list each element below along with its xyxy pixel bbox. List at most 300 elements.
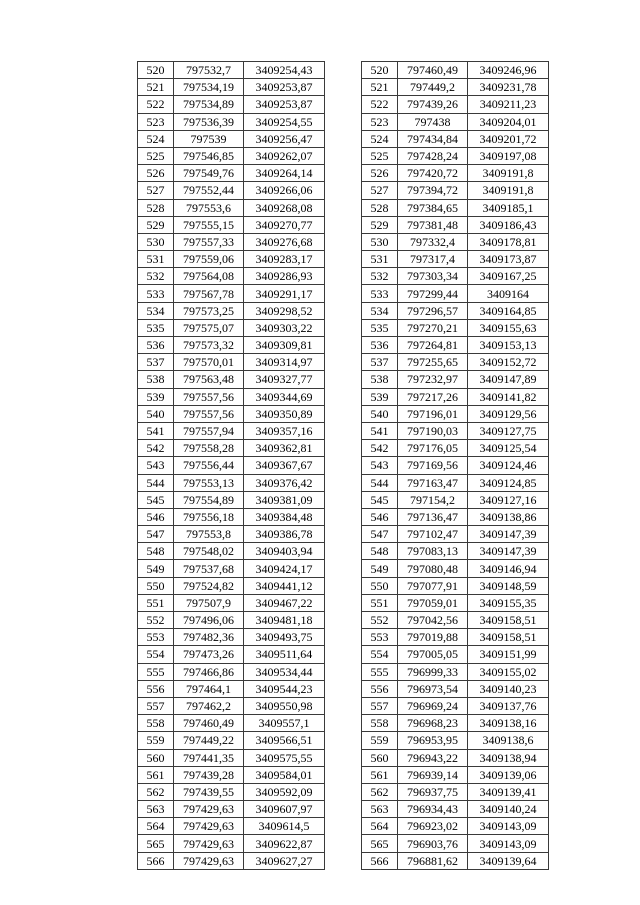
point-number-cell: 548 <box>138 543 174 560</box>
x-coordinate-cell: 797434,84 <box>398 130 468 147</box>
x-coordinate-cell: 797573,32 <box>174 337 244 354</box>
table-row <box>362 251 549 268</box>
point-number-cell: 537 <box>138 354 174 371</box>
table-row <box>362 560 549 577</box>
x-coordinate-cell: 797460,49 <box>174 715 244 732</box>
x-coordinate-cell: 797232,97 <box>398 371 468 388</box>
table-row <box>138 285 325 302</box>
point-number-cell: 564 <box>138 818 174 835</box>
x-coordinate-cell: 797553,8 <box>174 526 244 543</box>
point-number-cell: 551 <box>362 594 398 611</box>
table-row <box>362 577 549 594</box>
table-row <box>362 646 549 663</box>
point-number-cell: 560 <box>138 749 174 766</box>
y-coordinate-cell: 3409557,1 <box>244 715 325 732</box>
y-coordinate-cell: 3409276,68 <box>244 233 325 250</box>
y-coordinate-cell: 3409141,82 <box>468 388 549 405</box>
x-coordinate-cell: 797554,89 <box>174 491 244 508</box>
table-row <box>138 388 325 405</box>
x-coordinate-cell: 797102,47 <box>398 526 468 543</box>
point-number-cell: 563 <box>362 801 398 818</box>
point-number-cell: 565 <box>362 835 398 852</box>
y-coordinate-cell: 3409138,94 <box>468 749 549 766</box>
x-coordinate-cell: 797080,48 <box>398 560 468 577</box>
x-coordinate-cell: 797059,01 <box>398 594 468 611</box>
x-coordinate-cell: 797466,86 <box>174 663 244 680</box>
table-row <box>138 96 325 113</box>
x-coordinate-cell: 797441,35 <box>174 749 244 766</box>
point-number-cell: 535 <box>138 319 174 336</box>
table-row <box>362 371 549 388</box>
y-coordinate-cell: 3409140,23 <box>468 680 549 697</box>
y-coordinate-cell: 3409186,43 <box>468 216 549 233</box>
table-row <box>138 165 325 182</box>
y-coordinate-cell: 3409592,09 <box>244 783 325 800</box>
x-coordinate-cell: 797464,1 <box>174 680 244 697</box>
x-coordinate-cell: 797420,72 <box>398 165 468 182</box>
x-coordinate-cell: 797558,28 <box>174 440 244 457</box>
table-row <box>138 715 325 732</box>
point-number-cell: 565 <box>138 835 174 852</box>
x-coordinate-cell: 797429,63 <box>174 835 244 852</box>
x-coordinate-cell: 797532,7 <box>174 62 244 79</box>
point-number-cell: 562 <box>362 783 398 800</box>
y-coordinate-cell: 3409164,85 <box>468 302 549 319</box>
table-row <box>138 732 325 749</box>
y-coordinate-cell: 3409147,39 <box>468 543 549 560</box>
x-coordinate-cell: 797524,82 <box>174 577 244 594</box>
x-coordinate-cell: 797163,47 <box>398 474 468 491</box>
point-number-cell: 561 <box>362 766 398 783</box>
x-coordinate-cell: 797553,6 <box>174 199 244 216</box>
table-row <box>362 405 549 422</box>
y-coordinate-cell: 3409167,25 <box>468 268 549 285</box>
table-row <box>362 388 549 405</box>
point-number-cell: 547 <box>138 526 174 543</box>
x-coordinate-cell: 796969,24 <box>398 697 468 714</box>
point-number-cell: 521 <box>138 79 174 96</box>
x-coordinate-cell: 797217,26 <box>398 388 468 405</box>
x-coordinate-cell: 797507,9 <box>174 594 244 611</box>
y-coordinate-cell: 3409127,16 <box>468 491 549 508</box>
x-coordinate-cell: 797548,02 <box>174 543 244 560</box>
y-coordinate-cell: 3409270,77 <box>244 216 325 233</box>
table-row <box>362 491 549 508</box>
point-number-cell: 532 <box>362 268 398 285</box>
table-row <box>138 337 325 354</box>
point-number-cell: 547 <box>362 526 398 543</box>
table-row <box>138 216 325 233</box>
point-number-cell: 531 <box>362 251 398 268</box>
point-number-cell: 539 <box>362 388 398 405</box>
point-number-cell: 551 <box>138 594 174 611</box>
table-row <box>362 801 549 818</box>
y-coordinate-cell: 3409254,55 <box>244 113 325 130</box>
x-coordinate-cell: 797317,4 <box>398 251 468 268</box>
x-coordinate-cell: 797557,33 <box>174 233 244 250</box>
table-row <box>138 852 325 869</box>
point-number-cell: 558 <box>138 715 174 732</box>
coordinate-table-left <box>137 61 325 870</box>
point-number-cell: 546 <box>138 508 174 525</box>
x-coordinate-cell: 797299,44 <box>398 285 468 302</box>
y-coordinate-cell: 3409534,44 <box>244 663 325 680</box>
point-number-cell: 564 <box>362 818 398 835</box>
point-number-cell: 527 <box>362 182 398 199</box>
table-row <box>138 354 325 371</box>
x-coordinate-cell: 797546,85 <box>174 147 244 164</box>
x-coordinate-cell: 797557,94 <box>174 422 244 439</box>
table-row <box>362 697 549 714</box>
x-coordinate-cell: 797019,88 <box>398 629 468 646</box>
y-coordinate-cell: 3409327,77 <box>244 371 325 388</box>
point-number-cell: 557 <box>362 697 398 714</box>
y-coordinate-cell: 3409246,96 <box>468 62 549 79</box>
table-row <box>362 147 549 164</box>
table-row <box>138 766 325 783</box>
coordinate-table-right <box>361 61 549 870</box>
y-coordinate-cell: 3409158,51 <box>468 612 549 629</box>
point-number-cell: 556 <box>138 680 174 697</box>
y-coordinate-cell: 3409266,06 <box>244 182 325 199</box>
point-number-cell: 546 <box>362 508 398 525</box>
y-coordinate-cell: 3409143,09 <box>468 835 549 852</box>
point-number-cell: 536 <box>138 337 174 354</box>
table-row <box>138 783 325 800</box>
x-coordinate-cell: 797169,56 <box>398 457 468 474</box>
point-number-cell: 538 <box>138 371 174 388</box>
y-coordinate-cell: 3409204,01 <box>468 113 549 130</box>
y-coordinate-cell: 3409384,48 <box>244 508 325 525</box>
y-coordinate-cell: 3409138,6 <box>468 732 549 749</box>
x-coordinate-cell: 797534,89 <box>174 96 244 113</box>
y-coordinate-cell: 3409146,94 <box>468 560 549 577</box>
table-row <box>362 319 549 336</box>
table-row <box>138 663 325 680</box>
table-row <box>138 268 325 285</box>
table-row <box>138 319 325 336</box>
y-coordinate-cell: 3409303,22 <box>244 319 325 336</box>
table-row <box>138 835 325 852</box>
x-coordinate-cell: 797077,91 <box>398 577 468 594</box>
table-row <box>362 285 549 302</box>
x-coordinate-cell: 797567,78 <box>174 285 244 302</box>
x-coordinate-cell: 797154,2 <box>398 491 468 508</box>
y-coordinate-cell: 3409381,09 <box>244 491 325 508</box>
point-number-cell: 561 <box>138 766 174 783</box>
table-row <box>362 268 549 285</box>
table-row <box>362 216 549 233</box>
table-row <box>138 749 325 766</box>
y-coordinate-cell: 3409362,81 <box>244 440 325 457</box>
table-row <box>138 629 325 646</box>
point-number-cell: 524 <box>138 130 174 147</box>
table-row <box>138 612 325 629</box>
x-coordinate-cell: 797460,49 <box>398 62 468 79</box>
table-row <box>138 577 325 594</box>
table-row <box>362 663 549 680</box>
y-coordinate-cell: 3409155,35 <box>468 594 549 611</box>
x-coordinate-cell: 796937,75 <box>398 783 468 800</box>
table-row <box>138 818 325 835</box>
point-number-cell: 542 <box>362 440 398 457</box>
point-number-cell: 566 <box>138 852 174 869</box>
y-coordinate-cell: 3409286,93 <box>244 268 325 285</box>
point-number-cell: 549 <box>362 560 398 577</box>
point-number-cell: 559 <box>362 732 398 749</box>
point-number-cell: 544 <box>362 474 398 491</box>
x-coordinate-cell: 797394,72 <box>398 182 468 199</box>
point-number-cell: 530 <box>138 233 174 250</box>
point-number-cell: 555 <box>138 663 174 680</box>
table-row <box>362 422 549 439</box>
y-coordinate-cell: 3409367,67 <box>244 457 325 474</box>
table-row <box>138 147 325 164</box>
point-number-cell: 554 <box>362 646 398 663</box>
x-coordinate-cell: 797575,07 <box>174 319 244 336</box>
point-number-cell: 529 <box>362 216 398 233</box>
y-coordinate-cell: 3409268,08 <box>244 199 325 216</box>
table-row <box>362 457 549 474</box>
y-coordinate-cell: 3409139,06 <box>468 766 549 783</box>
y-coordinate-cell: 3409153,13 <box>468 337 549 354</box>
y-coordinate-cell: 3409155,63 <box>468 319 549 336</box>
y-coordinate-cell: 3409139,41 <box>468 783 549 800</box>
point-number-cell: 533 <box>138 285 174 302</box>
y-coordinate-cell: 3409124,46 <box>468 457 549 474</box>
table-row <box>138 474 325 491</box>
y-coordinate-cell: 3409584,01 <box>244 766 325 783</box>
y-coordinate-cell: 3409211,23 <box>468 96 549 113</box>
x-coordinate-cell: 797563,48 <box>174 371 244 388</box>
table-row <box>138 371 325 388</box>
x-coordinate-cell: 797537,68 <box>174 560 244 577</box>
point-number-cell: 528 <box>362 199 398 216</box>
point-number-cell: 528 <box>138 199 174 216</box>
table-row <box>362 165 549 182</box>
x-coordinate-cell: 797264,81 <box>398 337 468 354</box>
y-coordinate-cell: 3409201,72 <box>468 130 549 147</box>
point-number-cell: 552 <box>362 612 398 629</box>
table-row <box>362 354 549 371</box>
point-number-cell: 533 <box>362 285 398 302</box>
table-row <box>362 199 549 216</box>
x-coordinate-cell: 797552,44 <box>174 182 244 199</box>
x-coordinate-cell: 797332,4 <box>398 233 468 250</box>
x-coordinate-cell: 796881,62 <box>398 852 468 869</box>
point-number-cell: 539 <box>138 388 174 405</box>
point-number-cell: 553 <box>362 629 398 646</box>
x-coordinate-cell: 796953,95 <box>398 732 468 749</box>
table-row <box>362 96 549 113</box>
table-row <box>362 818 549 835</box>
table-row <box>362 749 549 766</box>
point-number-cell: 556 <box>362 680 398 697</box>
x-coordinate-cell: 796939,14 <box>398 766 468 783</box>
y-coordinate-cell: 3409253,87 <box>244 79 325 96</box>
table-row <box>362 182 549 199</box>
point-number-cell: 520 <box>138 62 174 79</box>
table-row <box>362 732 549 749</box>
table-row <box>362 766 549 783</box>
y-coordinate-cell: 3409140,24 <box>468 801 549 818</box>
point-number-cell: 532 <box>138 268 174 285</box>
table-row <box>362 62 549 79</box>
y-coordinate-cell: 3409614,5 <box>244 818 325 835</box>
point-number-cell: 537 <box>362 354 398 371</box>
table-row <box>362 612 549 629</box>
point-number-cell: 559 <box>138 732 174 749</box>
y-coordinate-cell: 3409139,64 <box>468 852 549 869</box>
point-number-cell: 560 <box>362 749 398 766</box>
point-number-cell: 542 <box>138 440 174 457</box>
table-row <box>138 560 325 577</box>
y-coordinate-cell: 3409291,17 <box>244 285 325 302</box>
x-coordinate-cell: 796943,22 <box>398 749 468 766</box>
y-coordinate-cell: 3409441,12 <box>244 577 325 594</box>
x-coordinate-cell: 796923,02 <box>398 818 468 835</box>
point-number-cell: 541 <box>362 422 398 439</box>
y-coordinate-cell: 3409253,87 <box>244 96 325 113</box>
point-number-cell: 541 <box>138 422 174 439</box>
y-coordinate-cell: 3409254,43 <box>244 62 325 79</box>
y-coordinate-cell: 3409147,89 <box>468 371 549 388</box>
y-coordinate-cell: 3409309,81 <box>244 337 325 354</box>
table-row <box>362 113 549 130</box>
x-coordinate-cell: 796934,43 <box>398 801 468 818</box>
y-coordinate-cell: 3409481,18 <box>244 612 325 629</box>
table-row <box>362 783 549 800</box>
table-row <box>138 440 325 457</box>
table-row <box>138 543 325 560</box>
x-coordinate-cell: 797439,28 <box>174 766 244 783</box>
y-coordinate-cell: 3409607,97 <box>244 801 325 818</box>
table-row <box>362 526 549 543</box>
point-number-cell: 563 <box>138 801 174 818</box>
x-coordinate-cell: 797553,13 <box>174 474 244 491</box>
point-number-cell: 566 <box>362 852 398 869</box>
y-coordinate-cell: 3409164 <box>468 285 549 302</box>
y-coordinate-cell: 3409314,97 <box>244 354 325 371</box>
y-coordinate-cell: 3409283,17 <box>244 251 325 268</box>
point-number-cell: 523 <box>138 113 174 130</box>
y-coordinate-cell: 3409148,59 <box>468 577 549 594</box>
point-number-cell: 550 <box>138 577 174 594</box>
x-coordinate-cell: 797557,56 <box>174 388 244 405</box>
x-coordinate-cell: 797136,47 <box>398 508 468 525</box>
x-coordinate-cell: 797042,56 <box>398 612 468 629</box>
x-coordinate-cell: 797536,39 <box>174 113 244 130</box>
point-number-cell: 549 <box>138 560 174 577</box>
y-coordinate-cell: 3409173,87 <box>468 251 549 268</box>
x-coordinate-cell: 797570,01 <box>174 354 244 371</box>
y-coordinate-cell: 3409357,16 <box>244 422 325 439</box>
point-number-cell: 548 <box>362 543 398 560</box>
point-number-cell: 536 <box>362 337 398 354</box>
table-row <box>138 697 325 714</box>
point-number-cell: 545 <box>362 491 398 508</box>
x-coordinate-cell: 797429,63 <box>174 852 244 869</box>
y-coordinate-cell: 3409511,64 <box>244 646 325 663</box>
y-coordinate-cell: 3409178,81 <box>468 233 549 250</box>
y-coordinate-cell: 3409197,08 <box>468 147 549 164</box>
y-coordinate-cell: 3409550,98 <box>244 697 325 714</box>
table-row <box>362 79 549 96</box>
y-coordinate-cell: 3409403,94 <box>244 543 325 560</box>
x-coordinate-cell: 796973,54 <box>398 680 468 697</box>
point-number-cell: 535 <box>362 319 398 336</box>
x-coordinate-cell: 797556,18 <box>174 508 244 525</box>
x-coordinate-cell: 797176,05 <box>398 440 468 457</box>
x-coordinate-cell: 796968,23 <box>398 715 468 732</box>
table-row <box>138 405 325 422</box>
table-row <box>138 130 325 147</box>
point-number-cell: 530 <box>362 233 398 250</box>
table-row <box>362 302 549 319</box>
y-coordinate-cell: 3409256,47 <box>244 130 325 147</box>
x-coordinate-cell: 797439,26 <box>398 96 468 113</box>
y-coordinate-cell: 3409124,85 <box>468 474 549 491</box>
point-number-cell: 545 <box>138 491 174 508</box>
y-coordinate-cell: 3409376,42 <box>244 474 325 491</box>
y-coordinate-cell: 3409191,8 <box>468 182 549 199</box>
y-coordinate-cell: 3409125,54 <box>468 440 549 457</box>
table-row <box>138 79 325 96</box>
y-coordinate-cell: 3409622,87 <box>244 835 325 852</box>
x-coordinate-cell: 797005,05 <box>398 646 468 663</box>
table-row <box>138 199 325 216</box>
x-coordinate-cell: 797439,55 <box>174 783 244 800</box>
y-coordinate-cell: 3409191,8 <box>468 165 549 182</box>
y-coordinate-cell: 3409129,56 <box>468 405 549 422</box>
x-coordinate-cell: 797429,63 <box>174 801 244 818</box>
y-coordinate-cell: 3409138,86 <box>468 508 549 525</box>
y-coordinate-cell: 3409262,07 <box>244 147 325 164</box>
table-row <box>138 526 325 543</box>
table-row <box>362 680 549 697</box>
y-coordinate-cell: 3409138,16 <box>468 715 549 732</box>
y-coordinate-cell: 3409143,09 <box>468 818 549 835</box>
x-coordinate-cell: 797438 <box>398 113 468 130</box>
x-coordinate-cell: 797534,19 <box>174 79 244 96</box>
x-coordinate-cell: 797296,57 <box>398 302 468 319</box>
point-number-cell: 534 <box>138 302 174 319</box>
point-number-cell: 558 <box>362 715 398 732</box>
x-coordinate-cell: 797303,34 <box>398 268 468 285</box>
point-number-cell: 543 <box>138 457 174 474</box>
table-row <box>138 422 325 439</box>
x-coordinate-cell: 797381,48 <box>398 216 468 233</box>
y-coordinate-cell: 3409386,78 <box>244 526 325 543</box>
table-row <box>138 182 325 199</box>
y-coordinate-cell: 3409151,99 <box>468 646 549 663</box>
point-number-cell: 526 <box>362 165 398 182</box>
table-row <box>138 457 325 474</box>
y-coordinate-cell: 3409344,69 <box>244 388 325 405</box>
table-row <box>362 852 549 869</box>
x-coordinate-cell: 797556,44 <box>174 457 244 474</box>
point-number-cell: 529 <box>138 216 174 233</box>
x-coordinate-cell: 796903,76 <box>398 835 468 852</box>
y-coordinate-cell: 3409264,14 <box>244 165 325 182</box>
y-coordinate-cell: 3409158,51 <box>468 629 549 646</box>
x-coordinate-cell: 797428,24 <box>398 147 468 164</box>
table-row <box>138 302 325 319</box>
point-number-cell: 553 <box>138 629 174 646</box>
point-number-cell: 522 <box>138 96 174 113</box>
x-coordinate-cell: 797083,13 <box>398 543 468 560</box>
x-coordinate-cell: 797555,15 <box>174 216 244 233</box>
